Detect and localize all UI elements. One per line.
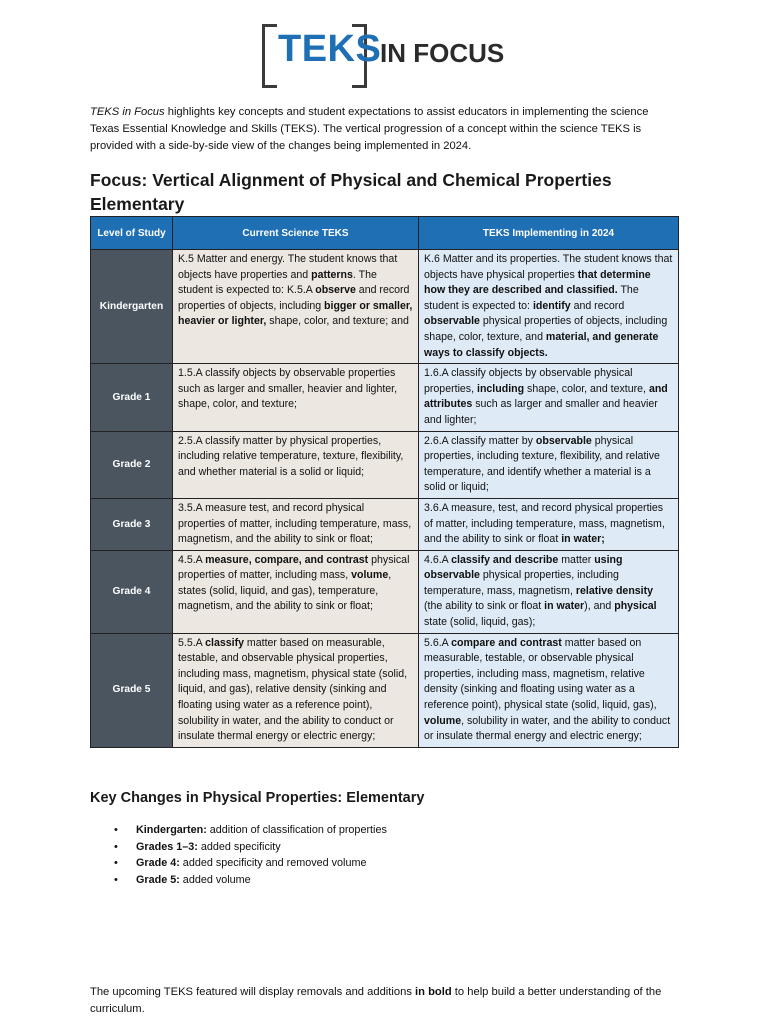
key-change-label: Grades 1–3:: [136, 840, 198, 853]
key-change-label: Kindergarten:: [136, 824, 207, 836]
key-change-text: added specificity: [197, 840, 281, 853]
text-run: 2.5.A classify matter by physical properties, including relative temperature, texture, flexibility, and whether material is a solid or liquid;: [178, 434, 404, 478]
logo-left-bracket: [262, 24, 277, 88]
footer-text-bold: in bold: [415, 986, 452, 998]
footer-note: [90, 984, 690, 1017]
text-run: 4.5.A: [178, 553, 206, 566]
bold-text-run: volume: [351, 569, 389, 582]
text-run: 5.5.A: [178, 636, 206, 649]
key-changes-list: [110, 822, 387, 888]
header-teks-2024: TEKS Implementing in 2024: [419, 217, 679, 250]
text-run: shape, color, and texture; and: [266, 315, 409, 328]
current-teks-cell: [173, 633, 419, 747]
text-run: matter based on measurable, testable, and observable physical properties, including mass, magnetism, physical state (solid, liquid, and gas), relative density (sinking and floating using water as a reference point), solubility in water, and the ability to conduct or insulate thermal energy or electric energy;: [178, 636, 408, 743]
header-level-of-study: Level of Study: [91, 217, 173, 250]
text-run: 5.6.A: [424, 636, 452, 649]
level-cell: Grade 3: [91, 498, 173, 550]
table-header-row: [91, 217, 679, 250]
text-run: K.5 Matter and energy. The student knows that objects have properties and: [178, 253, 398, 281]
text-run: 4.6.A: [424, 553, 452, 566]
level-cell: Grade 1: [91, 364, 173, 431]
intro-italic: TEKS in Focus: [90, 106, 165, 118]
page-title: Focus: Vertical Alignment of Physical and Chemical Properties Elementary: [90, 170, 612, 214]
current-teks-cell: [173, 498, 419, 550]
list-item: [110, 872, 387, 889]
intro-text: highlights key concepts and student expectations to assist educators in implementing the science Texas Essential Knowledge and Skills (TEKS). The vertical progression of a concept within the science TEKS is provided with a side-by-side view of the changes being implemented in 2024.: [90, 106, 649, 152]
teks-alignment-table: [90, 216, 679, 748]
current-teks-cell: [173, 550, 419, 633]
new-teks-cell: [419, 498, 679, 550]
bold-text-run: that determine how they are described and classified.: [424, 268, 651, 297]
text-run: physical properties, including texture, flexibility, and relative temperature, and identify whether a material is a solid or liquid;: [424, 434, 660, 494]
text-run: 3.6.A measure, test, and record physical properties of matter, including temperature, mass, magnetism, and the ability to sink or float: [424, 501, 665, 546]
table-row: [91, 431, 679, 498]
new-teks-cell: [419, 364, 679, 431]
list-item: [110, 822, 387, 839]
new-teks-cell: [419, 250, 679, 364]
new-teks-cell: [419, 633, 679, 747]
bold-text-run: physical: [614, 600, 657, 613]
bold-text-run: identify: [532, 299, 571, 312]
bold-text-run: bigger or smaller, heavier or lighter,: [178, 299, 413, 328]
key-change-text: addition of classification of properties: [206, 824, 387, 836]
list-item: [110, 855, 387, 872]
level-cell: Grade 5: [91, 633, 173, 747]
text-run: shape, color, and texture,: [524, 382, 649, 395]
text-run: physical properties, including temperature, mass, magnetism,: [424, 569, 619, 597]
footer-text-after: to help build a better understanding of the curriculum.: [90, 986, 662, 1015]
header-current-teks: Current Science TEKS: [173, 217, 419, 250]
bold-text-run: material, and generate ways to classify objects.: [424, 330, 659, 359]
bold-text-run: observable: [535, 434, 592, 447]
text-run: 1.6.A classify objects by observable physical properties,: [424, 367, 633, 395]
table-row: [91, 498, 679, 550]
bold-text-run: in water;: [561, 533, 605, 546]
teks-logo: [262, 22, 522, 86]
current-teks-cell: [173, 250, 419, 364]
bold-text-run: compare and contrast: [451, 636, 562, 649]
table-row: [91, 550, 679, 633]
table-row: [91, 633, 679, 747]
level-cell: Grade 4: [91, 550, 173, 633]
text-run: and record: [570, 299, 625, 312]
bold-text-run: relative density: [575, 584, 654, 597]
table-row: [91, 364, 679, 431]
bold-text-run: using observable: [424, 553, 623, 582]
text-run: physical properties of objects, including shape, color, texture, and: [424, 315, 668, 343]
text-run: 3.5.A measure test, and record physical properties of matter, including temperature, mass, magnetism, and the ability to sink or float;: [178, 501, 412, 546]
footer-text-before: The upcoming TEKS featured will display removals and additions: [90, 986, 416, 998]
level-cell: Kindergarten: [91, 250, 173, 364]
text-run: , states (solid, liquid, and gas), temperature, magnetism, and the ability to sink or float;: [178, 569, 392, 613]
current-teks-cell: [173, 431, 419, 498]
table-row: [91, 250, 679, 364]
text-run: matter based on measurable, testable, or observable physical properties, including mass, magnetism, relative density (sinking and floating using water as a reference point), physical state (solid, liquid, gas),: [424, 636, 657, 712]
key-change-label: Grade 5:: [136, 873, 180, 886]
text-run: and record properties of objects, including: [178, 284, 410, 312]
text-run: (the ability to sink or float: [424, 600, 545, 613]
key-change-label: Grade 4:: [136, 857, 180, 870]
text-run: 2.6.A classify matter by: [424, 434, 536, 447]
bold-text-run: classify: [205, 636, 244, 649]
bold-text-run: in water: [544, 600, 585, 613]
text-run: The student is expected to:: [424, 284, 639, 312]
bold-text-run: volume: [424, 714, 462, 727]
text-run: 1.5.A classify objects by observable properties such as larger and smaller, heavier and lighter, shape, color, and texture;: [178, 367, 398, 411]
text-run: , solubility in water, and the ability to conduct or insulate thermal energy and electric energy;: [424, 714, 671, 743]
text-run: such as larger and smaller and heavier and lighter;: [424, 398, 658, 426]
key-change-text: added volume: [179, 873, 251, 886]
text-run: physical properties of matter, including mass,: [178, 553, 410, 582]
intro-paragraph: [90, 104, 680, 155]
bold-text-run: patterns: [311, 268, 353, 281]
bold-text-run: observe: [315, 284, 356, 297]
current-teks-cell: [173, 364, 419, 431]
bold-text-run: including: [477, 382, 525, 395]
key-changes-title: Key Changes in Physical Properties: Elementary: [90, 790, 425, 806]
logo-teks-text: TEKS: [278, 28, 382, 70]
bold-text-run: measure, compare, and contrast: [205, 553, 369, 566]
bold-text-run: and attributes: [424, 382, 668, 411]
bold-text-run: classify and describe: [451, 553, 559, 566]
bold-text-run: observable: [424, 315, 480, 328]
text-run: ), and: [584, 600, 615, 613]
new-teks-cell: [419, 550, 679, 633]
list-item: [110, 839, 387, 856]
text-run: . The student is expected to: K.5.A: [178, 268, 377, 297]
key-change-text: added specificity and removed volume: [179, 857, 367, 870]
text-run: state (solid, liquid, gas);: [424, 616, 536, 629]
text-run: K.6 Matter and its properties. The student knows that objects have physical properties: [424, 253, 673, 281]
logo-in-focus-text: IN FOCUS: [380, 38, 505, 68]
new-teks-cell: [419, 431, 679, 498]
text-run: matter: [558, 553, 595, 566]
level-cell: Grade 2: [91, 431, 173, 498]
